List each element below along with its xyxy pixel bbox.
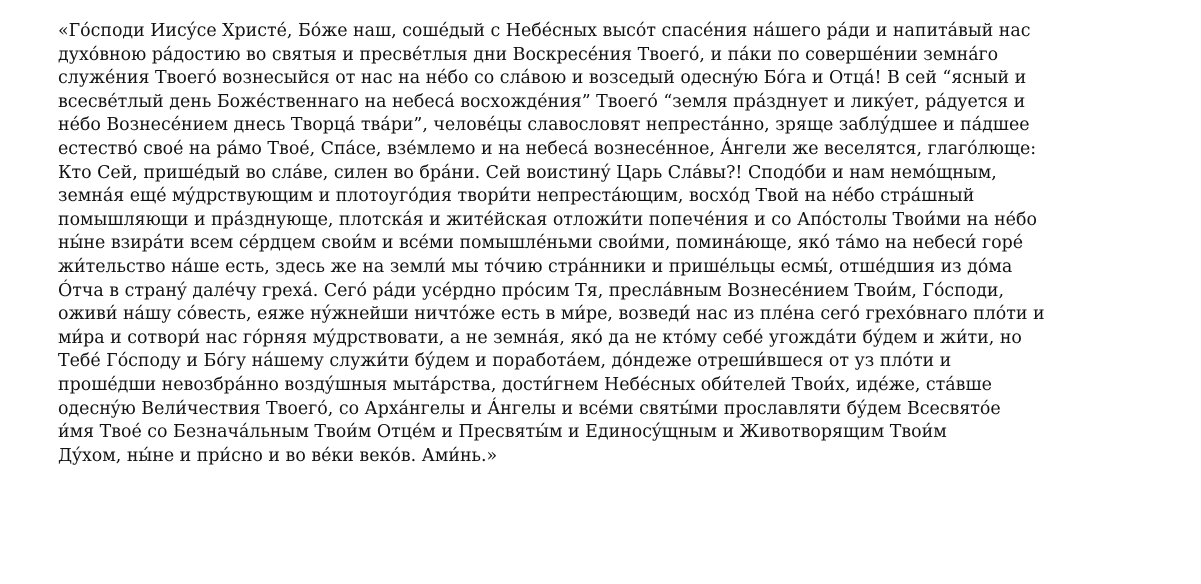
- prayer-line: «Гóсподи Иисýсе Христé, Бóже наш, сошéдый с Небéсных высóт спасéния нáшего рáди и напитáвый нас: [58, 21, 1031, 41]
- prayer-line: нéбо Вознесéнием днесь Творцá твáри”, человéцы славословят непрестáнно, зряще заблýдшее и пáдшее: [58, 115, 1030, 136]
- prayer-line: Óтча в странý далéчу грехá. Сегó рáди усéрдно прóсим Тя, преслáвным Вознесéнием Твои́м, Гóсподи,: [58, 280, 1005, 301]
- prayer-line: прошéдши невозбрáнно воздýшныя мытáрства, дости́гнем Небéсных оби́телей Твои́х, идéже, стáвше: [58, 374, 992, 395]
- prayer-line: всесвéтлый день Божéственнаго на небесá восхождéния” Твоегó “земля прáзднует и ликýет, рáдуется и: [58, 91, 1026, 112]
- prayer-line: жи́тельство нáше есть, здесь же на земли́ мы тóчию стрáнники и пришéльцы есмы́, отшéдшия из дóма: [58, 256, 1013, 277]
- prayer-text: [58, 20, 1158, 468]
- prayer-line: и́мя Твоé со Безначáльным Твои́м Отцéм и Пресвяты́м и Единосýщным и Животворящим Твои́м: [58, 422, 947, 443]
- prayer-line: Дýхом, ны́не и при́сно и во вéки векóв. Ами́нь.»: [58, 445, 498, 466]
- prayer-line: ми́ра и сотвори́ нас гóрняя мýдрствовати, а не земнáя, якó да не ктóму себé угождáти бýдем и жи́ти, но: [58, 327, 1022, 348]
- prayer-line: ны́не взирáти всем сéрдцем свои́м и всéми помышлéньми свои́ми, поминáюще, якó тáмо на небеси́ горé: [58, 233, 1024, 254]
- prayer-line: служéния Твоегó вознесыйся от нас на нéбо со слáвою и возседый одеснýю Бóга и Отцá! В сей “ясный и: [58, 68, 1027, 89]
- prayer-line: земнáя ещé мýдрствующим и плотоугóдия твори́ти непрестáющим, восхóд Твой на нéбо стрáшный: [58, 186, 975, 207]
- prayer-line: одеснýю Вели́чествия Твоегó, со Архáнгелы и Áнгелы и всéми святы́ми прославляти бýдем Всесвятóе: [58, 398, 1001, 419]
- prayer-line: Тебé Гóсподу и Бóгу нáшему служи́ти бýдем и поработáем, дóндеже отреши́вшеся от уз плóти и: [58, 351, 952, 372]
- prayer-line: оживи́ нáшу сóвесть, еяже нýжнейши ничтóже есть в ми́ре, возведи́ нас из плéна сегó грехóвнаго плóти и: [58, 304, 1045, 325]
- prayer-line: естествó своé на рáмо Твоé, Спáсе, взéмлемо и на небесá вознесéнное, Áнгели же веселятся, глагóлюще:: [58, 138, 1037, 159]
- prayer-line: Кто Сей, пришéдый во слáве, силен во брáни. Сей воистинý Царь Слáвы?! Сподóби и нам немóщным,: [58, 162, 997, 183]
- prayer-line: духóвною рáдостию во святыя и пресвéтлыя дни Воскресéния Твоегó, и пáки по совершéнии земнáго: [58, 44, 999, 65]
- prayer-line: помышляющи и прáзднующе, плотскáя и житéйская отложи́ти попечéния и со Апóстолы Твои́ми на нéбо: [58, 209, 1037, 230]
